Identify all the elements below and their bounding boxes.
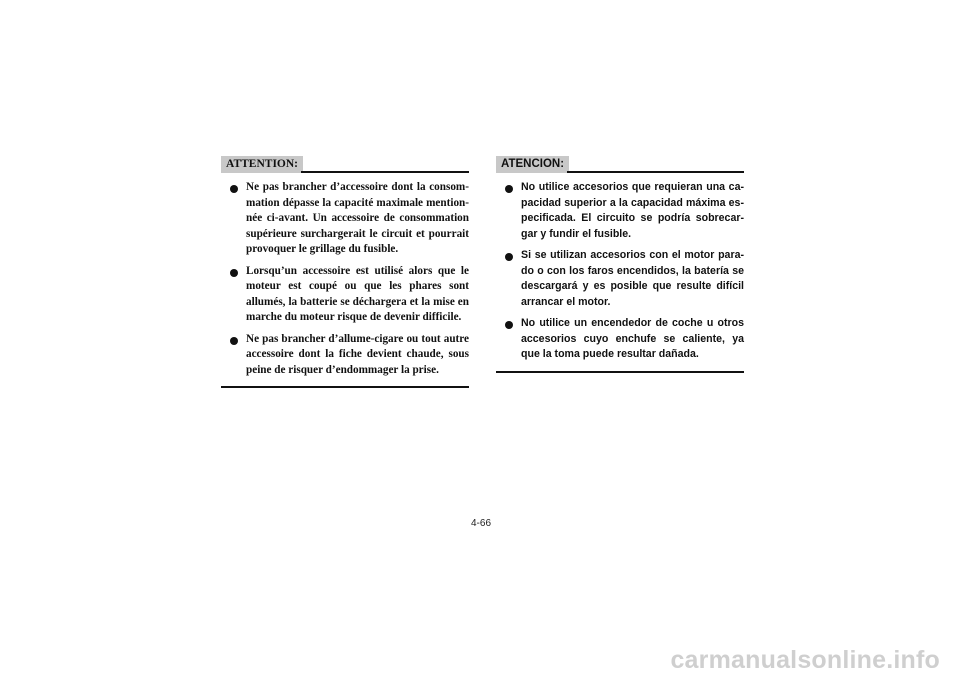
list-item bbox=[496, 316, 744, 363]
french-attention-label: ATTENTION: bbox=[221, 156, 303, 173]
spanish-header-rule bbox=[567, 171, 744, 173]
french-attention-section bbox=[221, 156, 469, 388]
bullet-icon bbox=[230, 185, 238, 193]
french-header-rule bbox=[301, 171, 469, 173]
spanish-atencion-section bbox=[496, 156, 744, 373]
bullet-icon bbox=[230, 269, 238, 277]
spanish-item-text: Si se utilizan accesorios con el motor parado o con los faros encendidos, la batería se descargará y es posible que resulte difícil arrancar el motor. bbox=[521, 249, 744, 308]
spanish-atencion-label: ATENCION: bbox=[496, 156, 569, 173]
french-attention-header bbox=[221, 156, 469, 174]
french-bottom-rule bbox=[221, 386, 469, 388]
bullet-icon bbox=[505, 321, 513, 329]
list-item bbox=[221, 332, 469, 379]
list-item bbox=[221, 180, 469, 258]
spanish-item-text: No utilice accesorios que requieran una capacidad superior a la capacidad máxima especificada. El circuito se podría sobrecargar y fundir el fusible. bbox=[521, 181, 744, 240]
spanish-item-text: No utilice un encendedor de coche u otros accesorios cuyo enchufe se caliente, ya que la toma puede resultar dañada. bbox=[521, 317, 744, 360]
watermark: carmanualsonline.info bbox=[670, 646, 940, 674]
french-item-text: Ne pas brancher d’allume-cigare ou tout autre accessoire dont la fiche devient chaude, sous peine de risquer d’endommager la prise. bbox=[246, 332, 469, 376]
french-bullet-list bbox=[221, 180, 469, 378]
list-item bbox=[496, 248, 744, 310]
bullet-icon bbox=[505, 185, 513, 193]
bullet-icon bbox=[230, 337, 238, 345]
spanish-bottom-rule bbox=[496, 371, 744, 373]
french-item-text: Ne pas brancher d’accessoire dont la consommation dépasse la capacité maximale mentionnée ci-avant. Un accessoire de consommation supérieure surchargerait le circuit et pourrait provoquer le grillage du fusible. bbox=[246, 181, 469, 255]
french-item-text: Lorsqu’un accessoire est utilisé alors que le moteur est coupé ou que les phares sont allumés, la batterie se déchargera et la mise en marche du moteur risque de devenir difficile. bbox=[246, 264, 469, 323]
spanish-atencion-header bbox=[496, 156, 744, 174]
bullet-icon bbox=[505, 253, 513, 261]
page-number: 4-66 bbox=[470, 518, 491, 529]
list-item bbox=[496, 180, 744, 242]
spanish-bullet-list bbox=[496, 180, 744, 363]
list-item bbox=[221, 264, 469, 326]
